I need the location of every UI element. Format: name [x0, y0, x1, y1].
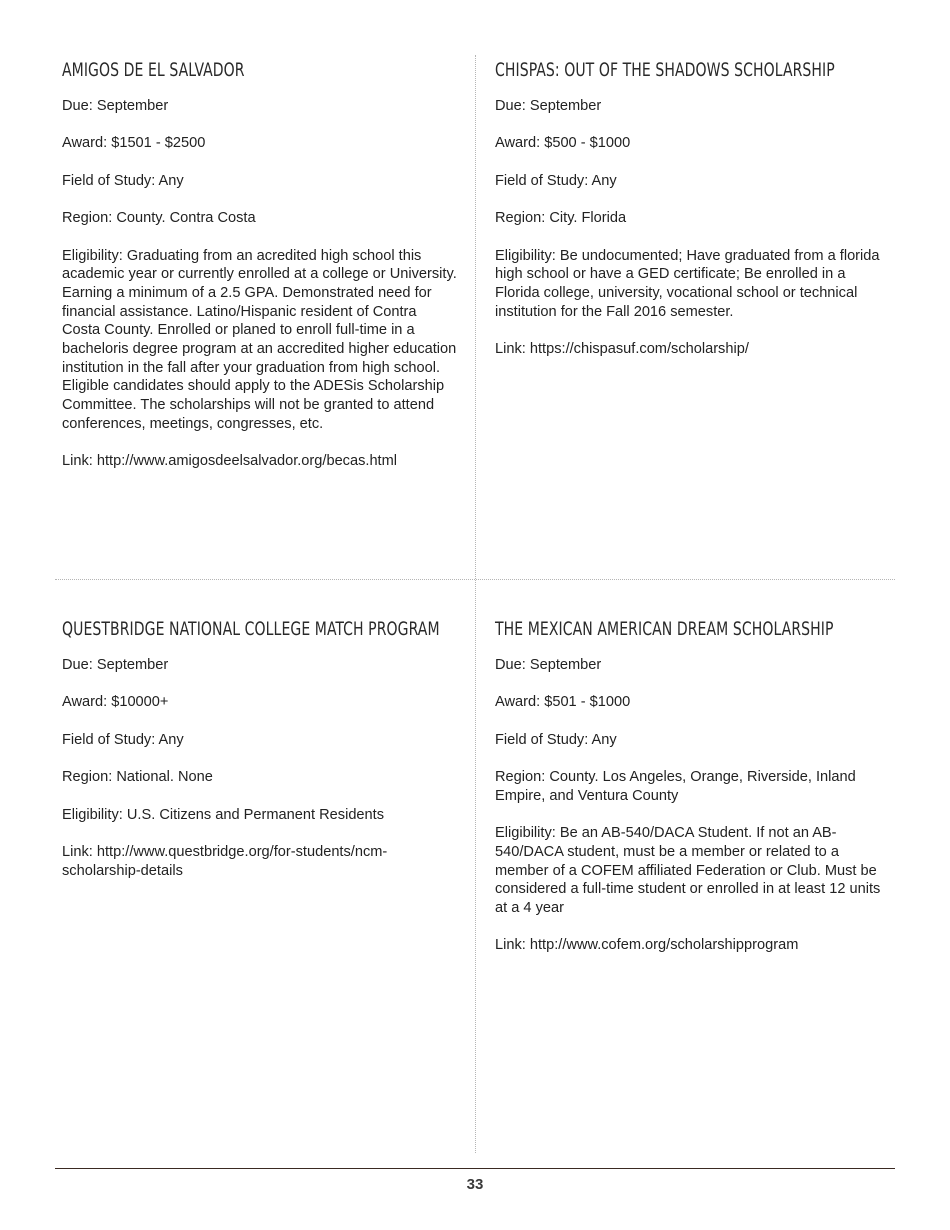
due-date: Due: September: [495, 657, 602, 673]
scholarship-title: AMIGOS DE EL SALVADOR: [62, 59, 245, 81]
scholarship-title: QUESTBRIDGE NATIONAL COLLEGE MATCH PROGRAM: [62, 618, 440, 640]
scholarship-link[interactable]: Link: http://www.cofem.org/scholarshipprogram: [495, 937, 799, 954]
region: Region: City. Florida: [495, 210, 627, 227]
field-of-study: Field of Study: Any: [62, 731, 184, 748]
scholarship-card-amigos: [62, 58, 457, 490]
vertical-divider: [475, 55, 476, 1153]
horizontal-divider: [55, 579, 895, 580]
award-amount: Award: $500 - $1000: [495, 135, 631, 152]
award-amount: Award: $1501 - $2500: [62, 135, 206, 152]
eligibility: Eligibility: Be undocumented; Have graduated from a florida high school or have a GED certificate; Be enrolled in a Florida college, university, vocational school or technical institution for the Fall 2016 semester.: [495, 247, 880, 320]
field-of-study: Field of Study: Any: [495, 731, 617, 748]
region: Region: County. Contra Costa: [62, 210, 256, 227]
scholarship-title: CHISPAS: OUT OF THE SHADOWS SCHOLARSHIP: [495, 59, 835, 81]
footer-rule: [55, 1168, 895, 1169]
award-amount: Award: $10000+: [62, 694, 169, 711]
scholarship-card-questbridge: [62, 617, 457, 899]
scholarship-link[interactable]: Link: http://www.questbridge.org/for-students/ncm-scholarship-details: [62, 843, 388, 879]
eligibility: Eligibility: Be an AB-540/DACA Student. If not an AB-540/DACA student, must be a member or related to a member of a COFEM affiliated Federation or Club. Must be considered a full-time student or enrolled in at least 12 units at a 4 year: [495, 825, 881, 917]
scholarship-title: THE MEXICAN AMERICAN DREAM SCHOLARSHIP: [495, 618, 834, 640]
scholarship-card-chispas: [495, 58, 890, 377]
scholarship-link[interactable]: Link: https://chispasuf.com/scholarship/: [495, 341, 749, 358]
eligibility: Eligibility: U.S. Citizens and Permanent Residents: [62, 806, 385, 823]
due-date: Due: September: [495, 98, 602, 114]
eligibility: Eligibility: Graduating from an acredited high school this academic year or currently enrolled at a college or University. Earning a minimum of a 2.5 GPA. Demonstrated need for financial assistance. Latino/Hispanic resident of Contra Costa County. Enrolled or planed to enroll full-time in a bacheloris degree program at an accredited higher education institution in the fall after your graduation from high school. Eligible candidates should apply to the ADESis Scholarship Committee. The scholarships will not be granted to attend conferences, meetings, congresses, etc.: [62, 247, 457, 432]
scholarship-card-mexican-american-dream: [495, 617, 890, 974]
region: Region: County. Los Angeles, Orange, Riverside, Inland Empire, and Ventura County: [495, 769, 856, 804]
field-of-study: Field of Study: Any: [495, 172, 617, 189]
due-date: Due: September: [62, 657, 169, 673]
region: Region: National. None: [62, 769, 213, 786]
field-of-study: Field of Study: Any: [62, 172, 184, 189]
due-date: Due: September: [62, 98, 169, 114]
award-amount: Award: $501 - $1000: [495, 694, 631, 711]
page-number: 33: [466, 1176, 484, 1193]
scholarship-link[interactable]: Link: http://www.amigosdeelsalvador.org/becas.html: [62, 453, 398, 470]
